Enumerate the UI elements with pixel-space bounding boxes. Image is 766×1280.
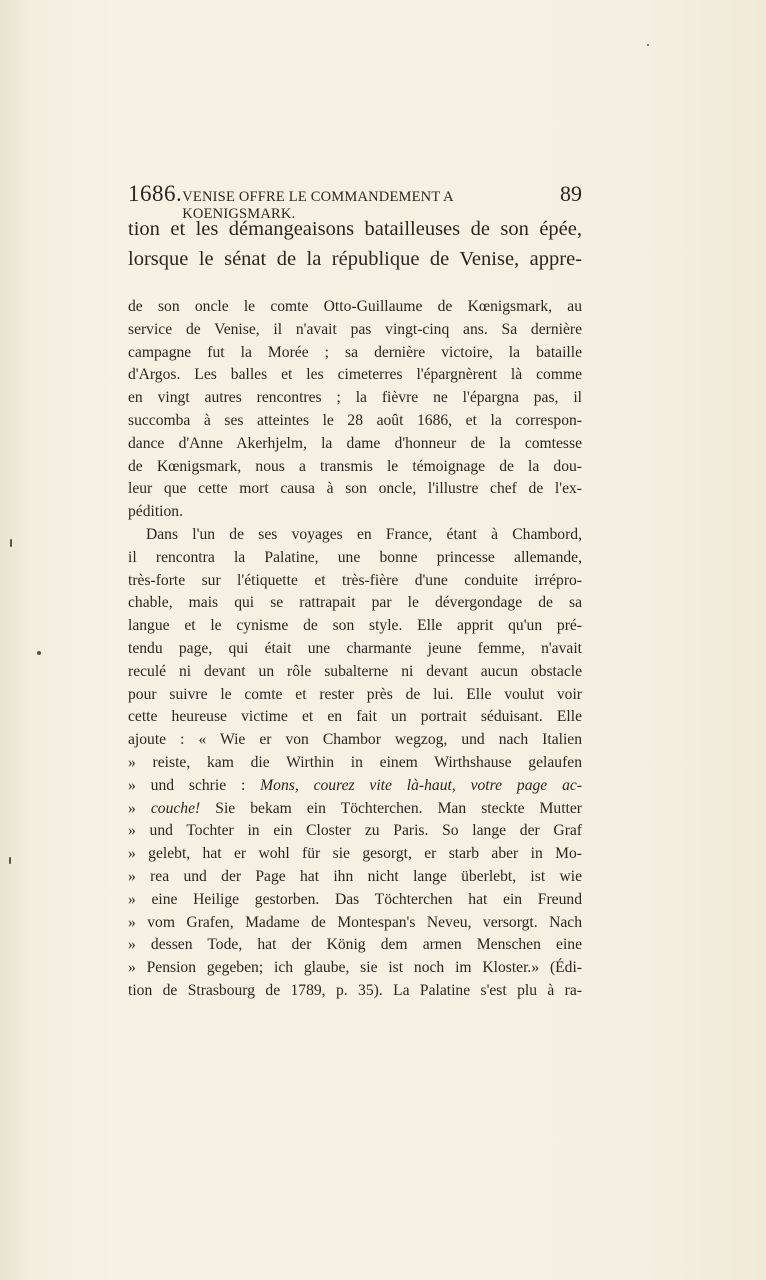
footnote-line: il rencontra la Palatine, une bonne princesse allemande, xyxy=(128,548,582,566)
footnote-line: » reiste, kam die Wirthin in einem Wirthshause gelaufen xyxy=(128,753,582,771)
footnote-line: tion de Strasbourg de 1789, p. 35). La Palatine s'est plu à ra- xyxy=(128,981,582,999)
footnote-line: » rea und der Page hat ihn nicht lange überlebt, ist wie xyxy=(128,867,582,885)
footnote-line: de son oncle le comte Otto-Guillaume de Kœnigsmark, au xyxy=(128,298,582,315)
paper-speck xyxy=(647,44,649,46)
main-text-line: lorsque le sénat de la république de Venise, appre- xyxy=(128,248,582,270)
footnote-line: campagne fut la Morée ; sa dernière victoire, la bataille xyxy=(128,343,582,361)
footnote-line: » Pension gegeben; ich glaube, sie ist noch im Kloster.» (Édi- xyxy=(128,959,582,977)
footnote-line: » eine Heilige gestorben. Das Töchterchen hat ein Freund xyxy=(128,890,582,908)
footnote-line: reculé ni devant un rôle subalterne ni devant aucun obstacle xyxy=(128,662,582,680)
footnote-line: ajoute : « Wie er von Chambor wegzog, und nach Italien xyxy=(128,731,582,749)
footnote-line: de Kœnigsmark, nous a transmis le témoignage de la dou- xyxy=(128,457,582,475)
footnote-line: » dessen Tode, hat der König dem armen Menschen eine xyxy=(128,936,582,954)
footnote-line: cette heureuse victime et en fait un portrait séduisant. Elle xyxy=(128,708,582,726)
footnote-line: chable, mais qui se rattrapait par le dévergondage de sa xyxy=(128,594,582,612)
footnote-line: service de Venise, il n'avait pas vingt-cinq ans. Sa dernière xyxy=(128,320,582,338)
header-running-title: VENISE OFFRE LE COMMANDEMENT A KOENIGSMARK. xyxy=(182,189,454,222)
header-year: 1686. xyxy=(128,181,183,206)
paper-speck xyxy=(37,651,41,655)
footnote-line: pour suivre le comte et rester près de lui. Elle voulut voir xyxy=(128,685,582,703)
footnote-line: Dans l'un de ses voyages en France, étant à Chambord, xyxy=(146,525,582,543)
footnote-line xyxy=(128,775,582,798)
running-header xyxy=(128,181,582,222)
footnote-line: » gelebt, hat er wohl für sie gesorgt, er starb aber in Mo- xyxy=(128,845,582,863)
footnote-line: très-forte sur l'étiquette et très-fière d'une conduite irrépro- xyxy=(128,571,582,589)
footnote-line: tendu page, qui était une charmante jeune femme, n'avait xyxy=(128,639,582,657)
footnote-italic: Mons, courez vite là-haut, votre page ac- xyxy=(260,776,582,794)
footnote-line: pédition. xyxy=(128,503,184,521)
footnote-line: en vingt autres rencontres ; la fièvre ne l'épargna pas, il xyxy=(128,389,582,407)
footnote-line: dance d'Anne Akerhjelm, la dame d'honneur de la comtesse xyxy=(128,434,582,452)
footnote-italic: couche! xyxy=(150,799,201,817)
footnote-line: succomba à ses atteintes le 28 août 1686, et la correspon- xyxy=(128,411,582,429)
footnote-block xyxy=(128,296,582,1003)
main-text-line: tion et les démangeaisons batailleuses de son épée, xyxy=(128,218,582,240)
footnote-line xyxy=(128,798,582,821)
footnote-line: » und Tochter in ein Closter zu Paris. So lange der Graf xyxy=(128,822,582,840)
footnote-text: » und schrie : xyxy=(128,776,261,794)
paper-speck xyxy=(10,539,12,547)
page-number: 89 xyxy=(560,181,582,206)
footnote-text: » xyxy=(128,799,151,817)
footnote-line: langue et le cynisme de son style. Elle apprit qu'un pré- xyxy=(128,617,582,635)
main-text xyxy=(128,214,582,274)
footnote-line: » vom Grafen, Madame de Montespan's Neveu, versorgt. Nach xyxy=(128,913,582,931)
paper-speck xyxy=(9,857,11,864)
footnote-line: d'Argos. Les balles et les cimeterres l'épargnèrent là comme xyxy=(128,366,582,384)
footnote-line: leur que cette mort causa à son oncle, l'illustre chef de l'ex- xyxy=(128,480,582,498)
footnote-text: Sie bekam ein Töchterchen. Man steckte Mutter xyxy=(200,799,582,817)
